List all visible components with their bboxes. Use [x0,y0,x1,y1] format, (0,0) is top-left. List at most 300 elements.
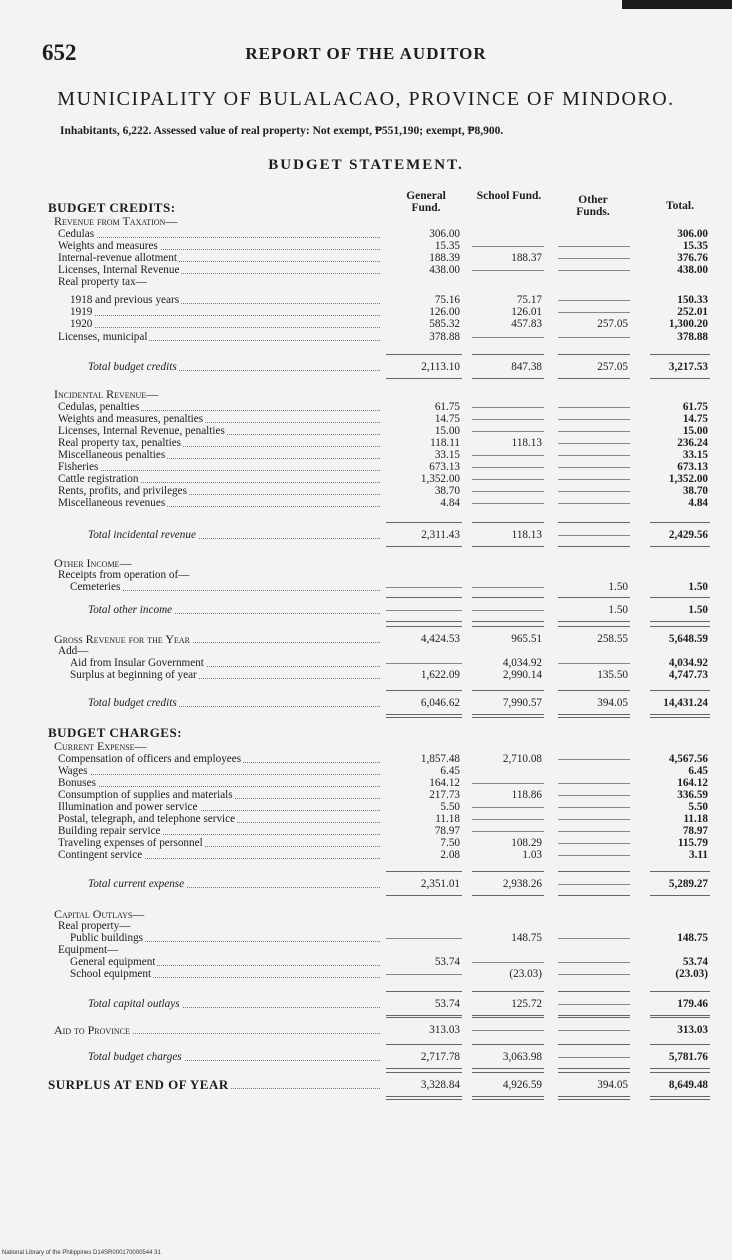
school-fund-value: 847.38 [511,361,542,373]
sum-rule [386,354,462,355]
sum-rule [472,1068,544,1069]
sum-rule [472,1044,544,1045]
school-fund-value: 126.01 [511,306,542,318]
row-label: Real property tax, penalties [58,437,182,449]
sum-rule [650,1017,710,1018]
school-fund-value: 2,938.26 [502,878,542,890]
sum-rule [386,626,462,627]
total-value: 6.45 [688,765,708,777]
general-fund-value: 313.03 [429,1024,460,1036]
total-value: 3,217.53 [668,361,708,373]
row-label-cell [70,294,181,306]
blank-dash [558,807,630,808]
row-label-cell [54,1024,132,1036]
row-label: Other Income— [54,557,132,569]
blank-dash [558,419,630,420]
other-funds-value: 258.55 [597,633,628,645]
header-total: Total. [665,200,694,212]
row-label: Postal, telegraph, and telephone service [58,813,236,825]
blank-dash [558,479,630,480]
row-label: Licenses, municipal [58,331,148,343]
general-fund-value: 2,113.10 [421,361,460,373]
sum-rule [472,991,544,992]
row-label: Miscellaneous revenues [58,497,166,509]
row-label-cell [70,669,199,681]
row-label-cell [88,604,174,616]
school-fund-value: 188.37 [511,252,542,264]
row-label: Miscellaneous penalties [58,449,166,461]
general-fund-value: 15.35 [434,240,460,252]
blank-dash [558,831,630,832]
total-value: 3.11 [689,849,708,861]
total-value: 15.35 [682,240,708,252]
sum-rule [386,597,462,598]
table-row [0,932,732,944]
sum-rule [650,546,710,547]
sum-rule [386,1015,462,1016]
blank-dash [558,491,630,492]
blank-dash [558,246,630,247]
row-label: Real property tax— [58,276,147,288]
row-label: Cedulas, penalties [58,401,140,413]
sum-rule [472,621,544,622]
sum-rule [650,1099,710,1100]
sum-rule [558,1044,630,1045]
sum-rule [558,895,630,896]
total-value: 376.76 [677,252,708,264]
leader-dots [64,237,380,238]
row-label: Total budget credits [88,697,177,709]
row-label-cell [58,645,90,657]
row-label: Fisheries [58,461,99,473]
blank-dash [386,610,462,611]
blank-dash [558,300,630,301]
table-row [0,318,732,330]
total-value: 14,431.24 [663,697,708,709]
general-fund-value: 7.50 [440,837,460,849]
row-label: Revenue from Taxation— [54,215,178,227]
total-value: 14.75 [682,413,708,425]
running-head: REPORT OF THE AUDITOR [245,44,487,63]
table-row [0,968,732,980]
general-fund-value: 164.12 [429,777,460,789]
other-funds-value: 1.50 [608,604,628,616]
blank-dash [558,663,630,664]
row-label: Licenses, Internal Revenue, penalties [58,425,225,437]
blank-dash [558,938,630,939]
row-label: Total incidental revenue [88,529,196,541]
row-label-cell [58,485,189,497]
general-fund-value: 2,717.78 [420,1051,460,1063]
row-label-cell [70,306,94,318]
other-funds-value: 135.50 [597,669,628,681]
row-label-cell [58,276,149,288]
table-row [0,944,732,956]
blank-dash [472,337,544,338]
general-fund-value: 53.74 [434,998,460,1010]
row-label: Internal-revenue allotment [58,252,177,264]
inhabitants-line: Inhabitants, 6,222. Assessed value of real property: Not exempt, ₱551,190; exempt, ₱8,900. [60,125,504,137]
blank-dash [558,843,630,844]
total-row [0,998,732,1010]
total-value: 5.50 [688,801,708,813]
row-label: Current Expense— [54,740,147,752]
total-value: 4.84 [688,497,708,509]
document-title: MUNICIPALITY OF BULALACAO, PROVINCE OF MINDORO. [57,88,675,110]
table-row [0,777,732,789]
leader-dots [64,786,380,787]
school-fund-value: 2,710.08 [502,753,542,765]
row-label-cell [70,581,122,593]
sum-rule [386,1068,462,1069]
sum-rule [386,1099,462,1100]
blank-dash [558,431,630,432]
row-label-cell [58,252,179,264]
blank-dash [472,819,544,820]
school-fund-value: 75.17 [516,294,542,306]
sum-rule [558,690,630,691]
general-fund-value: 673.13 [429,461,460,473]
general-fund-value: 188.39 [429,252,460,264]
sum-rule [386,546,462,547]
blank-dash [558,312,630,313]
sum-rule [558,714,630,715]
table-row [0,765,732,777]
table-row [0,276,732,288]
leader-dots [64,774,380,775]
row-label-cell [48,202,178,214]
school-fund-value: 148.75 [511,932,542,944]
blank-dash [472,467,544,468]
school-fund-value: 1.03 [522,849,542,861]
total-value: 164.12 [677,777,708,789]
row-label-cell [58,240,160,252]
row-label-cell [58,920,132,932]
row-label-cell [58,473,140,485]
blank-dash [558,1004,630,1005]
section-heading [0,202,732,214]
row-label: Licenses, Internal Revenue [58,264,180,276]
row-label-cell [54,740,149,752]
blank-dash [472,1030,544,1031]
blank-dash [558,270,630,271]
row-label: General equipment [70,956,156,968]
table-row [0,473,732,485]
table-row [0,789,732,801]
table-row [0,801,732,813]
general-fund-value: 6,046.62 [420,697,460,709]
row-label: Consumption of supplies and materials [58,789,233,801]
sum-rule [386,378,462,379]
total-value: 2,429.56 [668,529,708,541]
total-value: 438.00 [677,264,708,276]
row-label: Public buildings [70,932,144,944]
blank-dash [472,807,544,808]
sum-rule [650,690,710,691]
row-label-cell [70,956,157,968]
row-label: Surplus at beginning of year [70,669,197,681]
row-label-cell [88,697,179,709]
row-label-cell [88,529,198,541]
row-label-cell [58,228,96,240]
school-fund-value: 4,034.92 [502,657,542,669]
sum-rule [472,714,544,715]
header-general-fund: General Fund. [406,190,446,214]
section-heading [0,215,732,227]
table-row [0,461,732,473]
total-value: 38.70 [682,485,708,497]
row-label: Real property— [58,920,131,932]
blank-dash [558,783,630,784]
total-value: 1.50 [688,604,708,616]
total-value: 4,567.56 [668,753,708,765]
header-other-funds: Other Funds. [576,194,610,218]
sum-rule [472,522,544,523]
row-label-cell [58,789,235,801]
blank-dash [558,962,630,963]
blank-dash [558,974,630,975]
school-fund-value: (23.03) [509,968,542,980]
row-label-cell [88,878,186,890]
table-row [0,413,732,425]
sum-rule [650,714,710,715]
blank-dash [558,855,630,856]
total-value: 236.24 [677,437,708,449]
other-funds-value: 394.05 [597,1079,628,1091]
row-label-cell [58,753,243,765]
general-fund-value: 217.73 [429,789,460,801]
row-label: Illumination and power service [58,801,198,813]
sum-rule [650,1015,710,1016]
total-value: 33.15 [682,449,708,461]
blank-dash [558,503,630,504]
total-value: 252.01 [677,306,708,318]
school-fund-value: 118.13 [511,529,542,541]
general-fund-value: 53.74 [434,956,460,968]
row-label-cell [58,413,205,425]
other-funds-value: 394.05 [597,697,628,709]
general-fund-value: 33.15 [434,449,460,461]
general-fund-value: 5.50 [440,801,460,813]
sum-rule [650,597,710,598]
section-heading [0,740,732,752]
other-funds-value: 257.05 [597,318,628,330]
sum-rule [650,522,710,523]
school-fund-value: 108.29 [511,837,542,849]
row-label-cell [54,388,160,400]
row-label-cell [58,777,98,789]
blank-dash [558,535,630,536]
school-fund-value: 3,063.98 [502,1051,542,1063]
row-label-cell [58,264,181,276]
sum-rule [472,895,544,896]
table-row [0,837,732,849]
sum-rule [650,871,710,872]
sum-rule [558,1017,630,1018]
blank-dash [472,962,544,963]
sum-rule [650,1096,710,1097]
row-label-cell [58,461,100,473]
sum-rule [472,1015,544,1016]
section-heading [0,557,732,569]
table-row [0,669,732,681]
blank-dash [558,407,630,408]
total-value: 61.75 [682,401,708,413]
blank-dash [472,491,544,492]
row-label-cell [58,497,167,509]
school-fund-value: 118.86 [511,789,542,801]
table-row [0,645,732,657]
general-fund-value: 2,351.01 [420,878,460,890]
general-fund-value: 306.00 [429,228,460,240]
blank-dash [386,974,462,975]
sum-rule [386,717,462,718]
total-value: 5,648.59 [668,633,708,645]
general-fund-value: 118.11 [430,437,460,449]
general-fund-value: 6.45 [440,765,460,777]
row-label-cell [58,425,227,437]
row-label: Weights and measures, penalties [58,413,204,425]
general-fund-value: 1,622.09 [420,669,460,681]
table-row [0,581,732,593]
row-label-cell [48,1079,231,1091]
sum-rule [650,991,710,992]
table-row [0,240,732,252]
row-label-cell [58,825,163,837]
sum-rule [558,522,630,523]
sum-rule [386,621,462,622]
blank-dash [558,795,630,796]
sum-rule [472,1017,544,1018]
general-fund-value: 4.84 [440,497,460,509]
total-value: 1.50 [688,581,708,593]
row-label: BUDGET CREDITS: [48,202,176,214]
blank-dash [386,663,462,664]
blank-dash [472,831,544,832]
sum-rule [558,1072,630,1073]
other-funds-value: 257.05 [597,361,628,373]
sum-rule [558,597,630,598]
blank-dash [558,467,630,468]
sum-rule [650,354,710,355]
row-label: 1920 [70,318,93,330]
row-label-cell [58,813,237,825]
blank-dash [472,455,544,456]
other-funds-value: 1.50 [608,581,628,593]
page-number: 652 [42,40,77,65]
general-fund-value: 1,857.48 [420,753,460,765]
general-fund-value: 438.00 [429,264,460,276]
total-value: 5,781.76 [668,1051,708,1063]
row-label-cell [70,657,206,669]
row-label: School equipment [70,968,152,980]
school-fund-value: 7,990.57 [502,697,542,709]
sum-rule [386,522,462,523]
row-label: 1918 and previous years [70,294,180,306]
sum-rule [650,895,710,896]
sum-rule [386,871,462,872]
sum-rule [472,1096,544,1097]
blank-dash [558,1057,630,1058]
section-heading [0,908,732,920]
blank-dash [386,938,462,939]
sum-rule [558,626,630,627]
row-label: Capital Outlays— [54,908,145,920]
general-fund-value: 4,424.53 [420,633,460,645]
sum-rule [386,1044,462,1045]
row-label: 1919 [70,306,93,318]
general-fund-value: 75.16 [434,294,460,306]
table-row [0,228,732,240]
sum-rule [472,717,544,718]
row-label: Total budget credits [88,361,177,373]
section-heading [0,388,732,400]
total-value: 336.59 [677,789,708,801]
row-label: Total current expense [88,878,185,890]
row-label-cell [58,837,205,849]
row-label-cell [58,449,167,461]
row-label-cell [58,437,183,449]
row-label-cell [58,765,90,777]
sum-rule [472,354,544,355]
sum-rule [650,378,710,379]
table-row [0,449,732,461]
school-fund-value: 125.72 [511,998,542,1010]
total-value: 53.74 [682,956,708,968]
blank-dash [472,783,544,784]
sum-rule [472,690,544,691]
row-label: Aid from Insular Government [70,657,204,669]
table-row [0,306,732,318]
total-value: 4,034.92 [668,657,708,669]
row-label: Building repair service [58,825,161,837]
table-row [0,264,732,276]
blank-dash [386,587,462,588]
sum-rule [386,1072,462,1073]
general-fund-value: 126.00 [429,306,460,318]
sum-rule [386,991,462,992]
blank-dash [472,503,544,504]
total-value: 78.97 [682,825,708,837]
sum-rule [650,626,710,627]
sum-rule [472,546,544,547]
total-value: 306.00 [677,228,708,240]
row-label: Cemeteries [70,581,121,593]
total-value: 378.88 [677,331,708,343]
general-fund-value: 11.18 [435,813,460,825]
row-label: Cattle registration [58,473,139,485]
sum-rule [386,895,462,896]
row-label-cell [58,944,120,956]
general-fund-value: 61.75 [434,401,460,413]
row-label-cell [54,633,192,645]
total-value: 313.03 [677,1024,708,1036]
row-label-cell [58,569,191,581]
row-label-cell [58,331,149,343]
sum-rule [472,871,544,872]
row-label: Contingent service [58,849,143,861]
total-value: (23.03) [675,968,708,980]
row-label: Cedulas [58,228,95,240]
table-row [0,920,732,932]
total-value: 150.33 [677,294,708,306]
row-label: Bonuses [58,777,96,789]
row-label: Traveling expenses of personnel [58,837,203,849]
table-row [0,437,732,449]
row-label: Weights and measures [58,240,158,252]
sum-rule [558,991,630,992]
leader-dots [76,327,380,328]
